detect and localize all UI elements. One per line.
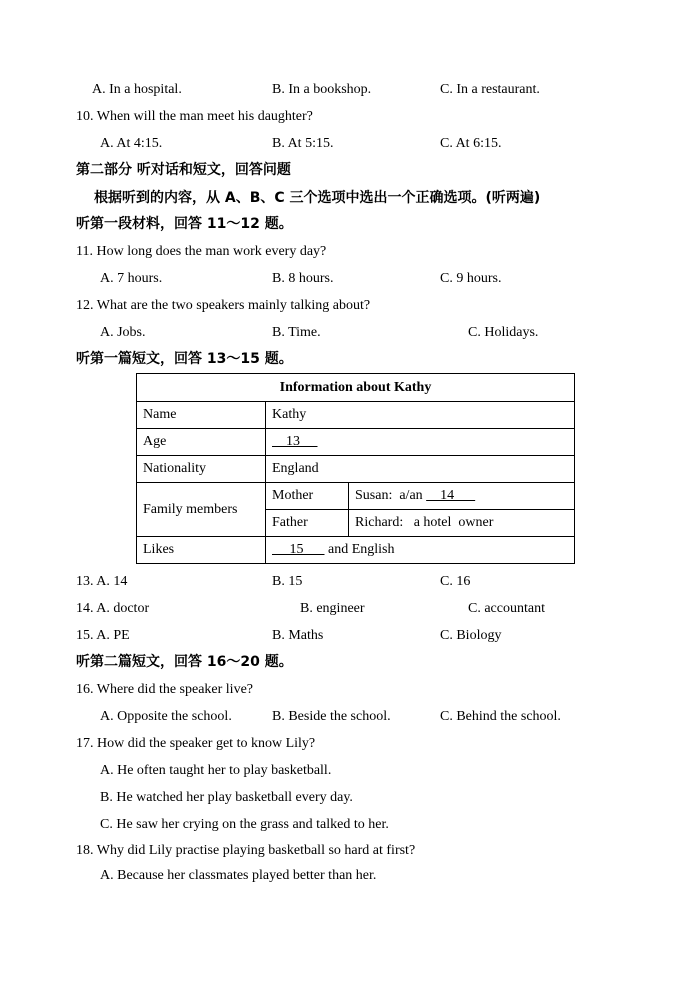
q14-option-b: B. engineer	[300, 601, 365, 616]
family-members-label: Family members	[137, 483, 266, 537]
table-title: Information about Kathy	[137, 374, 575, 402]
q15-option-c: C. Biology	[440, 628, 502, 643]
nationality-label: Nationality	[137, 456, 266, 483]
q10-stem: 10. When will the man meet his daughter?	[76, 109, 313, 124]
q12-option-a: A. Jobs.	[100, 325, 146, 340]
likes-blank: 15	[272, 542, 325, 557]
q11-option-a: A. 7 hours.	[100, 271, 163, 286]
mother-label: Mother	[266, 483, 349, 510]
father-label: Father	[266, 510, 349, 537]
q12-option-b: B. Time.	[272, 325, 321, 340]
mother-value	[349, 483, 575, 510]
q9-option-c: C. In a restaurant.	[440, 82, 540, 97]
q9-option-a: A. In a hospital.	[92, 82, 182, 97]
q13-option-c: C. 16	[440, 574, 471, 589]
kathy-info-table	[136, 373, 575, 564]
father-value: Richard: a hotel owner	[349, 510, 575, 537]
part2-instruction: 根据听到的内容，从 A、B、C 三个选项中选出一个正确选项。(听两遍)	[94, 190, 541, 206]
q17-option-b: B. He watched her play basketball every day.	[100, 790, 353, 805]
q10-option-a: A. At 4:15.	[100, 136, 163, 151]
q10-option-c: C. At 6:15.	[440, 136, 502, 151]
q10-option-b: B. At 5:15.	[272, 136, 334, 151]
q15-option-a: 15. A. PE	[76, 628, 130, 643]
q17-option-a: A. He often taught her to play basketball.	[100, 763, 332, 778]
q14-option-c: C. accountant	[468, 601, 545, 616]
part2-title: 第二部分 听对话和短文，回答问题	[76, 162, 291, 178]
q18-option-a: A. Because her classmates played better than her.	[100, 868, 377, 883]
name-value: Kathy	[266, 402, 575, 429]
q15-option-b: B. Maths	[272, 628, 324, 643]
q9-option-b: B. In a bookshop.	[272, 82, 372, 97]
nationality-value: England	[266, 456, 575, 483]
likes-label: Likes	[137, 537, 266, 564]
q13-option-a: 13. A. 14	[76, 574, 128, 589]
q11-option-c: C. 9 hours.	[440, 271, 502, 286]
q11-stem: 11. How long does the man work every day?	[76, 244, 327, 259]
likes-suffix: and English	[324, 542, 395, 557]
age-blank: 13	[272, 434, 318, 449]
q11-option-b: B. 8 hours.	[272, 271, 334, 286]
likes-cell	[266, 537, 575, 564]
section2-heading: 听第一篇短文，回答 13～15 题。	[76, 351, 293, 367]
q16-stem: 16. Where did the speaker live?	[76, 682, 254, 697]
age-label: Age	[137, 429, 266, 456]
q18-stem: 18. Why did Lily practise playing basketball so hard at first?	[76, 843, 416, 858]
q12-stem: 12. What are the two speakers mainly talking about?	[76, 298, 371, 313]
age-cell	[266, 429, 575, 456]
q14-option-a: 14. A. doctor	[76, 601, 150, 616]
section1-heading: 听第一段材料，回答 11～12 题。	[76, 216, 293, 232]
q16-option-b: B. Beside the school.	[272, 709, 391, 724]
name-label: Name	[137, 402, 266, 429]
q17-stem: 17. How did the speaker get to know Lily?	[76, 736, 316, 751]
q13-option-b: B. 15	[272, 574, 303, 589]
q12-option-c: C. Holidays.	[468, 325, 539, 340]
mother-blank: 14	[426, 488, 476, 503]
q16-option-c: C. Behind the school.	[440, 709, 561, 724]
q17-option-c: C. He saw her crying on the grass and talked to her.	[100, 817, 389, 832]
mother-value-prefix: Susan: a/an	[355, 488, 427, 503]
section3-heading: 听第二篇短文，回答 16～20 题。	[76, 654, 293, 670]
q16-option-a: A. Opposite the school.	[100, 709, 232, 724]
